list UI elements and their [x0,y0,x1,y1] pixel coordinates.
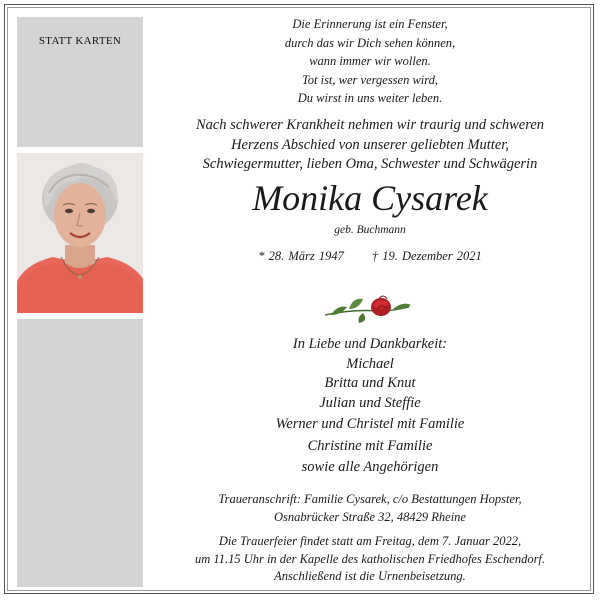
intro-line: Nach schwerer Krankheit nehmen wir traurig und schweren [195,117,545,133]
sidebar-lower-panel [17,319,143,587]
death-date: † 19. Dezember 2021 [371,249,482,263]
statt-karten-label: STATT KARTEN [38,35,122,47]
announcement-intro [155,116,585,175]
poem-line: Du wirst in uns weiter leben. [297,91,443,105]
service-line: um 11.15 Uhr in der Kapelle des katholischen Friedhofes Eschendorf. [194,551,546,566]
poem-line: wann immer wir wollen. [309,54,431,68]
service-line: Die Trauerfeier findet statt am Freitag, dem 7. Januar 2022, [218,534,522,548]
mourner-name: sowie alle Angehörigen [301,459,439,475]
address-line: Traueranschrift: Familie Cysarek, c/o Bestattungen Hopster, [218,492,522,506]
mourning-address [155,491,585,526]
rose-icon [323,289,413,325]
mourner-name: Michael [346,355,394,372]
mourner-name: Werner und Christel mit Familie [275,416,465,432]
poem-line: Tot ist, wer vergessen wird, [301,72,439,87]
poem-line: Die Erinnerung ist ein Fenster, [292,17,448,31]
sidebar-label-panel [17,17,143,147]
address-line: Osnabrücker Straße 32, 48429 Rheine [274,509,466,524]
mourner-name: Julian und Steffie [319,394,421,411]
intro-line: Schwiegermutter, lieben Oma, Schwester und Schwägerin [202,156,538,172]
mourner-name: Christine mit Familie [307,437,433,454]
portrait-photo [17,153,143,313]
birth-name: geb. Buchmann [334,224,406,236]
obituary-text [155,5,585,593]
birth-date: * 28. März 1947 [258,249,344,263]
mourner-name: Britta und Knut [324,375,416,391]
portrait-illustration [17,153,143,313]
poem-line: durch das wir Dich sehen können, [284,35,456,50]
memorial-poem [155,15,585,108]
service-line: Anschließend ist die Urnenbeisetzung. [274,569,466,583]
deceased-name: Monika Cysarek [252,178,488,218]
intro-line: Herzens Abschied von unserer geliebten Mutter, [231,136,509,153]
family-signatures [155,335,585,478]
funeral-service-info [155,533,585,586]
obituary-card [4,4,594,594]
life-dates [155,249,585,264]
closing-heading: In Liebe und Dankbarkeit: [292,336,448,352]
